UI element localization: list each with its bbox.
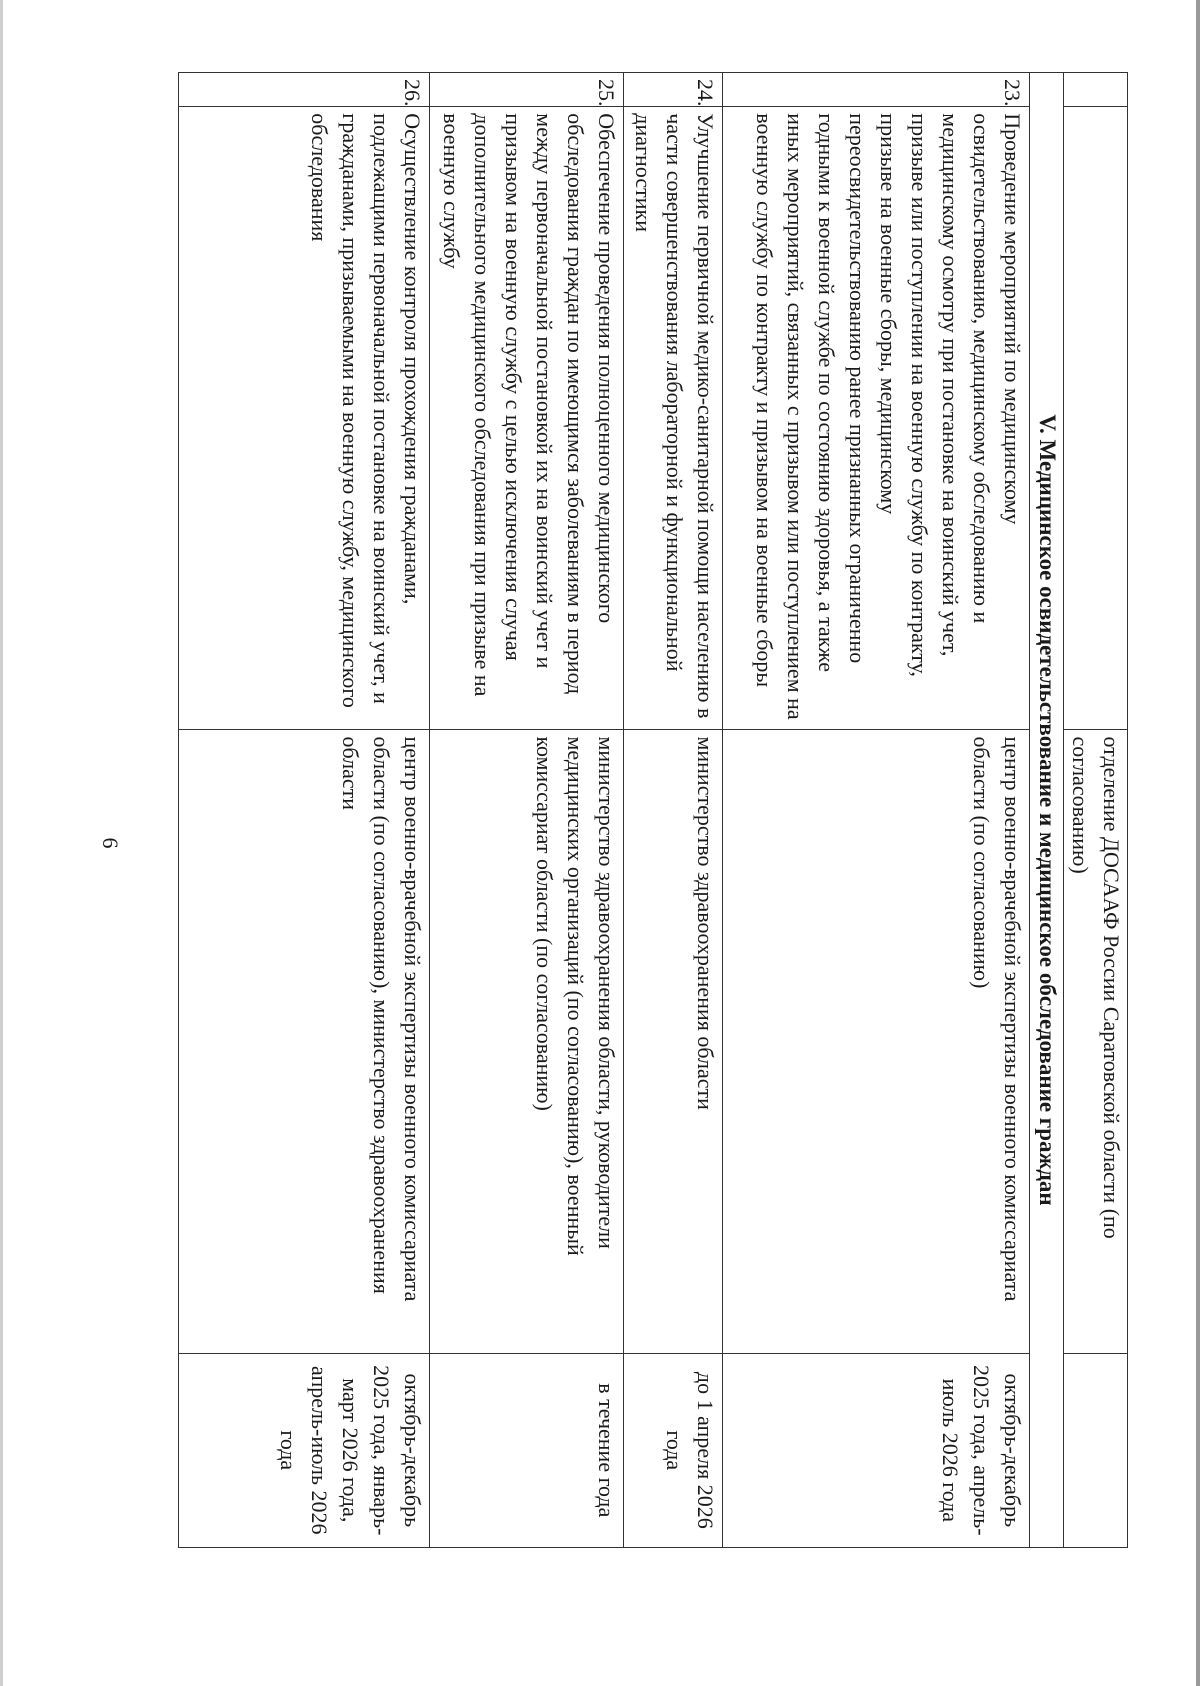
row-term: октябрь-декабрь 2025 года, январь-март 2026 года, апрель-июль 2026 года xyxy=(179,1353,430,1547)
header-term-cell xyxy=(1063,1353,1127,1547)
plan-table xyxy=(178,72,1128,1548)
row-executor: министерство здравоохранения области xyxy=(624,730,723,1353)
row-number: 26. xyxy=(179,73,430,107)
section-title: V. Медицинское освидетельствование и медицинское обследование граждан xyxy=(1029,73,1063,1548)
row-event: Улучшение первичной медико-санитарной помощи населению в части совершенствования лабораторной и функциональной диагностики xyxy=(624,107,723,730)
row-term: октябрь-декабрь 2025 года, апрель-июль 2026 года xyxy=(723,1353,1029,1547)
row-term: до 1 апреля 2026 года xyxy=(624,1353,723,1547)
row-event: Осуществление контроля прохождения гражданами, подлежащими первоначальной постановке на воинский учет, и гражданами, призываемыми на военную службу, медицинского обследования xyxy=(179,107,430,730)
row-executor: центр военно-врачебной экспертизы военного комиссариата области (по согласованию), министерство здравоохранения области xyxy=(179,730,430,1353)
scan-edge-right xyxy=(1196,0,1200,1686)
row-event: Обеспечение проведения полноценного медицинского обследования граждан по имеющимся заболеваниям в период между первоначальной постановкой их на воинский учет и призывом на военную службу с целью исключения случая дополнительного медицинского обследования при призыве на военную службу xyxy=(430,107,624,730)
row-executor: министерство здравоохранения области, руководители медицинских организаций (по согласованию), военный комиссариат области (по согласованию) xyxy=(430,730,624,1353)
row-number: 23. xyxy=(723,73,1029,107)
table-row xyxy=(179,73,430,1548)
table-row xyxy=(624,73,723,1548)
header-executor-cell: отделение ДОСААФ России Саратовской области (по согласованию) xyxy=(1063,730,1127,1353)
continued-header-row xyxy=(1063,73,1127,1548)
header-num-cell xyxy=(1063,73,1127,107)
section-heading-row xyxy=(1029,73,1063,1548)
row-event: Проведение мероприятий по медицинскому освидетельствованию, медицинскому обследованию и медицинскому осмотру при постановке на воинский учет, призыве или поступлении на военную службу по контракту, призыве на военные сборы, медицинскому переосвидетельствованию ранее признанных ограниченно годными к военной службе по состоянию здоровья, а также иных мероприятий, связанных с призывом или поступлением на военную службу по контракту и призывом на военные сборы xyxy=(723,107,1029,730)
header-event-cell xyxy=(1063,107,1127,730)
table-row xyxy=(723,73,1029,1548)
rotated-table-container xyxy=(178,72,1128,1548)
page-number: 6 xyxy=(98,837,123,849)
row-executor: центр военно-врачебной экспертизы военного комиссариата области (по согласованию) xyxy=(723,730,1029,1353)
scan-edge-left xyxy=(0,0,3,1686)
row-number: 24. xyxy=(624,73,723,107)
table-row xyxy=(430,73,624,1548)
row-term: в течение года xyxy=(430,1353,624,1547)
row-number: 25. xyxy=(430,73,624,107)
